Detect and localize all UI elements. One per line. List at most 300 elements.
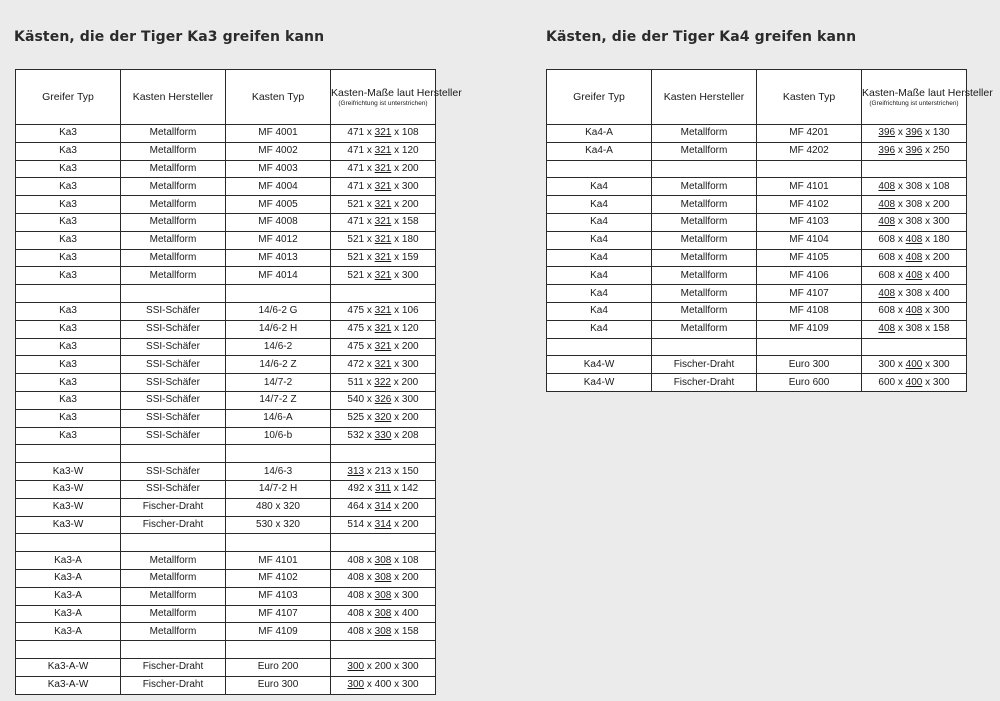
- cell-kasten-hersteller: Metallform: [121, 605, 226, 623]
- dim-value: 200: [401, 340, 419, 352]
- dim-separator: x: [391, 465, 402, 477]
- cell-greifer-typ: Ka3: [16, 320, 121, 338]
- cell-kasten-hersteller: Metallform: [652, 267, 757, 285]
- dim-separator: x: [895, 269, 906, 281]
- dim-value: 142: [401, 483, 419, 495]
- dim-value: 408: [878, 180, 896, 192]
- table-row: [16, 427, 436, 445]
- dim-value: 521: [347, 269, 365, 281]
- dim-value: 608: [878, 269, 896, 281]
- cell-greifer-typ: Ka4: [547, 302, 652, 320]
- dim-value: 180: [932, 234, 950, 246]
- dim-separator: x: [895, 180, 906, 192]
- dim-value: 300: [401, 358, 419, 370]
- cell-kasten-masse: [331, 160, 436, 178]
- dim-value: 396: [905, 145, 923, 157]
- empty-cell: [652, 160, 757, 178]
- dim-value: 471: [347, 180, 365, 192]
- left-section-title: Kästen, die der Tiger Ka3 greifen kann: [14, 29, 325, 45]
- dim-separator: x: [391, 340, 402, 352]
- cell-kasten-masse: [862, 196, 967, 214]
- dim-value: 608: [878, 251, 896, 263]
- cell-kasten-masse: [331, 658, 436, 676]
- cell-kasten-hersteller: Metallform: [652, 285, 757, 303]
- dim-value: 400: [905, 358, 923, 370]
- cell-kasten-typ: MF 4107: [757, 285, 862, 303]
- dim-value: 322: [374, 376, 391, 388]
- dim-value: 400: [932, 287, 950, 299]
- header-masse-main: Kasten-Maße laut Hersteller: [862, 86, 993, 99]
- dim-value: 180: [401, 234, 419, 246]
- dim-value: 321: [374, 180, 392, 192]
- dim-separator: x: [364, 429, 375, 441]
- dim-separator: x: [922, 216, 933, 228]
- cell-greifer-typ: Ka3-A-W: [16, 658, 121, 676]
- cell-kasten-typ: 14/6-A: [226, 409, 331, 427]
- empty-cell: [331, 534, 436, 552]
- cell-kasten-hersteller: Metallform: [652, 213, 757, 231]
- cell-kasten-typ: MF 4102: [226, 569, 331, 587]
- dim-separator: x: [391, 198, 402, 210]
- dim-value: 308: [374, 590, 392, 602]
- table-row: [16, 569, 436, 587]
- cell-kasten-masse: [331, 374, 436, 392]
- dim-value: 521: [347, 234, 365, 246]
- dim-separator: x: [895, 376, 906, 388]
- cell-kasten-masse: [331, 320, 436, 338]
- cell-greifer-typ: Ka3-W: [16, 516, 121, 534]
- header-kasten-masse: [862, 70, 993, 125]
- dim-value: 108: [932, 180, 950, 192]
- dim-value: 314: [374, 501, 392, 513]
- cell-kasten-hersteller: Metallform: [652, 178, 757, 196]
- table-row: [16, 605, 436, 623]
- dim-value: 314: [374, 518, 392, 530]
- dim-value: 150: [401, 465, 419, 477]
- spacer-row: [16, 285, 436, 303]
- dim-value: 608: [878, 305, 896, 317]
- cell-kasten-masse: [862, 213, 967, 231]
- dim-value: 400: [932, 269, 950, 281]
- table-row: [547, 231, 967, 249]
- dim-value: 208: [401, 429, 419, 441]
- dim-separator: x: [364, 251, 375, 263]
- table-row: [547, 356, 967, 374]
- cell-greifer-typ: Ka3-A: [16, 623, 121, 641]
- cell-kasten-hersteller: Metallform: [652, 231, 757, 249]
- cell-kasten-typ: MF 4005: [226, 196, 331, 214]
- dim-separator: x: [391, 394, 402, 406]
- dim-separator: x: [364, 269, 375, 281]
- empty-cell: [121, 445, 226, 463]
- cell-kasten-hersteller: SSI-Schäfer: [121, 302, 226, 320]
- cell-kasten-typ: MF 4109: [226, 623, 331, 641]
- dim-value: 400: [905, 376, 923, 388]
- cell-kasten-masse: [331, 552, 436, 570]
- cell-greifer-typ: Ka4: [547, 231, 652, 249]
- dim-separator: x: [391, 180, 402, 192]
- dim-value: 320: [374, 412, 392, 424]
- table-row: [16, 498, 436, 516]
- table-row: [16, 658, 436, 676]
- cell-greifer-typ: Ka4-W: [547, 356, 652, 374]
- dim-separator: x: [364, 554, 375, 566]
- cell-kasten-typ: Euro 300: [757, 356, 862, 374]
- table-row: [16, 552, 436, 570]
- cell-greifer-typ: Ka3: [16, 427, 121, 445]
- dim-separator: x: [922, 198, 933, 210]
- dim-value: 200: [932, 251, 950, 263]
- cell-kasten-masse: [331, 231, 436, 249]
- cell-kasten-masse: [331, 178, 436, 196]
- cell-kasten-masse: [331, 142, 436, 160]
- empty-cell: [547, 338, 652, 356]
- dim-separator: x: [364, 661, 375, 673]
- dim-separator: x: [391, 572, 402, 584]
- empty-cell: [331, 445, 436, 463]
- dim-value: 321: [374, 269, 392, 281]
- cell-kasten-masse: [331, 213, 436, 231]
- dim-separator: x: [922, 287, 933, 299]
- header-greifer-typ: Greifer Typ: [16, 70, 121, 125]
- cell-kasten-masse: [331, 498, 436, 516]
- dim-separator: x: [364, 358, 375, 370]
- dim-value: 471: [347, 162, 365, 174]
- dim-separator: x: [391, 358, 402, 370]
- cell-greifer-typ: Ka3-A: [16, 605, 121, 623]
- empty-cell: [547, 160, 652, 178]
- dim-separator: x: [391, 323, 402, 335]
- cell-kasten-masse: [331, 427, 436, 445]
- dim-value: 213: [374, 465, 392, 477]
- empty-cell: [862, 338, 967, 356]
- cell-greifer-typ: Ka3: [16, 178, 121, 196]
- dim-separator: x: [364, 518, 375, 530]
- empty-cell: [757, 338, 862, 356]
- cell-kasten-masse: [331, 338, 436, 356]
- cell-kasten-typ: MF 4103: [226, 587, 331, 605]
- cell-greifer-typ: Ka4: [547, 267, 652, 285]
- dim-value: 408: [905, 234, 923, 246]
- dim-value: 408: [347, 554, 365, 566]
- cell-kasten-typ: 14/6-3: [226, 463, 331, 481]
- cell-kasten-hersteller: SSI-Schäfer: [121, 480, 226, 498]
- dim-value: 321: [374, 323, 392, 335]
- table-row: [16, 160, 436, 178]
- dim-value: 475: [347, 305, 365, 317]
- cell-kasten-hersteller: Metallform: [121, 178, 226, 196]
- dim-value: 321: [374, 198, 392, 210]
- dim-separator: x: [391, 501, 402, 513]
- table-row: [16, 516, 436, 534]
- dim-value: 408: [878, 216, 896, 228]
- dim-separator: x: [895, 358, 906, 370]
- right-section-title: Kästen, die der Tiger Ka4 greifen kann: [546, 29, 857, 45]
- dim-value: 300: [932, 216, 950, 228]
- cell-greifer-typ: Ka3: [16, 249, 121, 267]
- cell-kasten-masse: [331, 249, 436, 267]
- cell-kasten-hersteller: Metallform: [121, 569, 226, 587]
- cell-kasten-typ: 480 x 320: [226, 498, 331, 516]
- cell-kasten-hersteller: Metallform: [121, 552, 226, 570]
- cell-kasten-typ: MF 4201: [757, 125, 862, 143]
- dim-separator: x: [922, 305, 933, 317]
- cell-kasten-masse: [862, 178, 967, 196]
- dim-separator: x: [364, 465, 375, 477]
- dim-value: 308: [905, 180, 923, 192]
- dim-value: 326: [374, 394, 392, 406]
- cell-kasten-hersteller: Metallform: [652, 320, 757, 338]
- header-kasten-typ: Kasten Typ: [226, 70, 331, 125]
- cell-kasten-hersteller: SSI-Schäfer: [121, 338, 226, 356]
- dim-separator: x: [391, 216, 402, 228]
- dim-value: 408: [347, 607, 365, 619]
- dim-separator: x: [391, 518, 402, 530]
- header-greifer-typ: Greifer Typ: [547, 70, 652, 125]
- header-masse-main: Kasten-Maße laut Hersteller: [331, 86, 462, 99]
- dim-separator: x: [364, 625, 375, 637]
- dim-value: 313: [347, 465, 365, 477]
- dim-value: 608: [878, 234, 896, 246]
- header-kasten-typ: Kasten Typ: [757, 70, 862, 125]
- dim-separator: x: [364, 607, 375, 619]
- dim-value: 106: [401, 305, 419, 317]
- dim-value: 408: [878, 323, 896, 335]
- cell-kasten-typ: Euro 300: [226, 676, 331, 694]
- dim-separator: x: [391, 607, 402, 619]
- table-row: [16, 356, 436, 374]
- dim-value: 521: [347, 251, 365, 263]
- dim-value: 300: [932, 358, 950, 370]
- cell-greifer-typ: Ka3: [16, 409, 121, 427]
- header-masse-sub: (Greifrichtung ist unterstrichen): [338, 99, 428, 107]
- cell-kasten-masse: [862, 356, 967, 374]
- cell-greifer-typ: Ka4-A: [547, 125, 652, 143]
- cell-kasten-typ: 14/7-2 Z: [226, 391, 331, 409]
- dim-value: 400: [374, 679, 392, 691]
- dim-separator: x: [390, 376, 402, 388]
- empty-cell: [16, 641, 121, 659]
- cell-greifer-typ: Ka3: [16, 125, 121, 143]
- cell-greifer-typ: Ka3: [16, 374, 121, 392]
- dim-separator: x: [391, 590, 402, 602]
- cell-kasten-hersteller: Metallform: [121, 623, 226, 641]
- dim-value: 321: [374, 216, 392, 228]
- cell-kasten-typ: 14/7-2 H: [226, 480, 331, 498]
- cell-greifer-typ: Ka3: [16, 267, 121, 285]
- dim-value: 200: [401, 162, 419, 174]
- cell-kasten-hersteller: SSI-Schäfer: [121, 463, 226, 481]
- dim-separator: x: [391, 234, 402, 246]
- dim-value: 200: [401, 198, 419, 210]
- dim-separator: x: [391, 554, 402, 566]
- empty-cell: [121, 641, 226, 659]
- table-row: [16, 623, 436, 641]
- header-kasten-hersteller: Kasten Hersteller: [121, 70, 226, 125]
- dim-separator: x: [364, 127, 375, 139]
- cell-kasten-hersteller: Metallform: [121, 267, 226, 285]
- cell-greifer-typ: Ka3-W: [16, 498, 121, 516]
- empty-cell: [226, 534, 331, 552]
- dim-separator: x: [895, 287, 906, 299]
- dim-separator: x: [895, 251, 906, 263]
- dim-value: 471: [347, 216, 365, 228]
- cell-greifer-typ: Ka3: [16, 142, 121, 160]
- dim-separator: x: [391, 625, 402, 637]
- empty-cell: [862, 160, 967, 178]
- table-row: [547, 285, 967, 303]
- cell-kasten-typ: MF 4102: [757, 196, 862, 214]
- table-row: [16, 463, 436, 481]
- table-row: [547, 320, 967, 338]
- dim-value: 532: [347, 429, 365, 441]
- dim-separator: x: [364, 679, 375, 691]
- cell-kasten-hersteller: Metallform: [121, 587, 226, 605]
- table-row: [16, 213, 436, 231]
- dim-value: 511: [347, 376, 364, 388]
- dim-value: 158: [932, 323, 950, 335]
- dim-separator: x: [364, 572, 375, 584]
- header-kasten-masse: [331, 70, 462, 125]
- dim-value: 308: [374, 572, 392, 584]
- dim-separator: x: [922, 323, 933, 335]
- dim-value: 108: [401, 554, 419, 566]
- dim-separator: x: [895, 323, 906, 335]
- empty-cell: [121, 534, 226, 552]
- cell-kasten-typ: MF 4003: [226, 160, 331, 178]
- dim-separator: x: [922, 251, 933, 263]
- dim-value: 321: [374, 234, 392, 246]
- dim-value: 300: [401, 661, 419, 673]
- table-row: [547, 142, 967, 160]
- cell-kasten-typ: MF 4004: [226, 178, 331, 196]
- ka4-table-body: [547, 125, 967, 392]
- dim-separator: x: [391, 127, 402, 139]
- dim-value: 464: [347, 501, 365, 513]
- spacer-row: [547, 160, 967, 178]
- table-row: [547, 196, 967, 214]
- dim-separator: x: [364, 162, 375, 174]
- spacer-row: [16, 534, 436, 552]
- dim-value: 408: [347, 572, 365, 584]
- cell-kasten-typ: 14/6-2 H: [226, 320, 331, 338]
- dim-value: 308: [374, 625, 392, 637]
- cell-greifer-typ: Ka4: [547, 213, 652, 231]
- cell-kasten-hersteller: Metallform: [652, 249, 757, 267]
- cell-greifer-typ: Ka3: [16, 391, 121, 409]
- dim-separator: x: [363, 376, 375, 388]
- table-row: [16, 142, 436, 160]
- cell-greifer-typ: Ka4: [547, 285, 652, 303]
- dim-value: 200: [374, 661, 392, 673]
- cell-kasten-hersteller: Metallform: [121, 160, 226, 178]
- dim-value: 321: [374, 305, 392, 317]
- dim-value: 514: [347, 518, 365, 530]
- dim-separator: x: [364, 483, 376, 495]
- table-row: [16, 338, 436, 356]
- cell-kasten-typ: MF 4002: [226, 142, 331, 160]
- cell-kasten-masse: [331, 196, 436, 214]
- cell-greifer-typ: Ka3: [16, 196, 121, 214]
- cell-kasten-masse: [331, 516, 436, 534]
- empty-cell: [16, 285, 121, 303]
- cell-kasten-typ: 14/6-2 Z: [226, 356, 331, 374]
- cell-greifer-typ: Ka4-W: [547, 374, 652, 392]
- cell-kasten-hersteller: SSI-Schäfer: [121, 356, 226, 374]
- cell-kasten-typ: MF 4012: [226, 231, 331, 249]
- table-header-row: [16, 70, 436, 125]
- cell-greifer-typ: Ka3: [16, 213, 121, 231]
- dim-value: 400: [401, 607, 419, 619]
- cell-kasten-masse: [862, 374, 967, 392]
- dim-separator: x: [364, 198, 375, 210]
- cell-kasten-hersteller: Metallform: [652, 142, 757, 160]
- cell-kasten-masse: [331, 409, 436, 427]
- table-row: [16, 676, 436, 694]
- table-row: [16, 409, 436, 427]
- dim-separator: x: [364, 145, 375, 157]
- table-row: [547, 125, 967, 143]
- dim-value: 321: [374, 340, 392, 352]
- table-row: [16, 391, 436, 409]
- dim-value: 475: [347, 340, 365, 352]
- cell-greifer-typ: Ka4-A: [547, 142, 652, 160]
- cell-kasten-masse: [862, 302, 967, 320]
- cell-kasten-masse: [331, 391, 436, 409]
- dim-value: 308: [374, 607, 392, 619]
- empty-cell: [331, 285, 436, 303]
- dim-value: 300: [347, 679, 365, 691]
- cell-greifer-typ: Ka4: [547, 320, 652, 338]
- table-row: [16, 178, 436, 196]
- dim-separator: x: [922, 269, 933, 281]
- table-row: [16, 267, 436, 285]
- dim-value: 200: [401, 412, 419, 424]
- cell-kasten-hersteller: Metallform: [121, 249, 226, 267]
- dim-separator: x: [895, 127, 906, 139]
- empty-cell: [226, 641, 331, 659]
- spacer-row: [16, 445, 436, 463]
- dim-value: 308: [374, 554, 392, 566]
- dim-value: 408: [905, 305, 923, 317]
- cell-kasten-masse: [331, 623, 436, 641]
- dim-separator: x: [391, 661, 402, 673]
- cell-kasten-masse: [331, 569, 436, 587]
- dim-separator: x: [895, 145, 906, 157]
- table-row: [16, 125, 436, 143]
- dim-separator: x: [922, 234, 933, 246]
- cell-greifer-typ: Ka3: [16, 356, 121, 374]
- dim-value: 300: [401, 590, 419, 602]
- dim-value: 120: [401, 145, 419, 157]
- dim-value: 158: [401, 216, 419, 228]
- table-row: [16, 480, 436, 498]
- dim-value: 330: [374, 429, 392, 441]
- cell-kasten-hersteller: Fischer-Draht: [121, 676, 226, 694]
- dim-value: 200: [401, 572, 419, 584]
- dim-separator: x: [895, 216, 906, 228]
- cell-greifer-typ: Ka4: [547, 249, 652, 267]
- dim-value: 159: [401, 251, 419, 263]
- cell-kasten-hersteller: Metallform: [652, 196, 757, 214]
- cell-greifer-typ: Ka3: [16, 338, 121, 356]
- dim-value: 300: [878, 358, 896, 370]
- dim-separator: x: [391, 162, 402, 174]
- cell-kasten-masse: [862, 142, 967, 160]
- dim-value: 250: [932, 145, 950, 157]
- cell-kasten-masse: [331, 125, 436, 143]
- cell-kasten-hersteller: Fischer-Draht: [652, 374, 757, 392]
